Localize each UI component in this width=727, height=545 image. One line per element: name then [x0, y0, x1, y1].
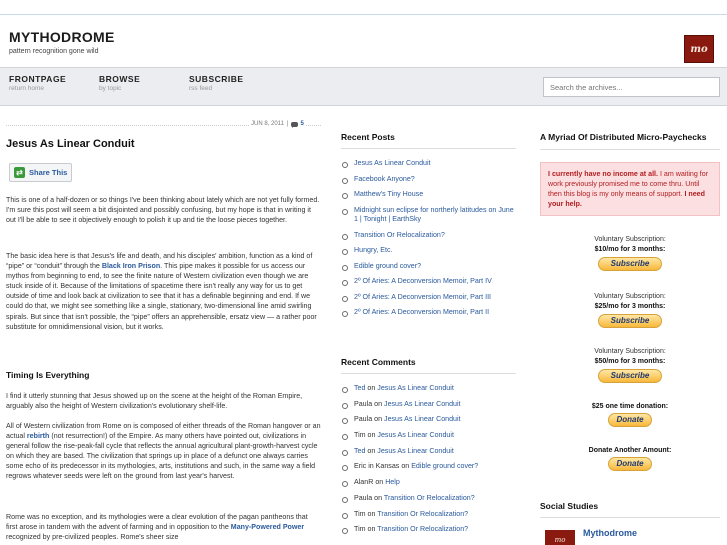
- nav-frontpage[interactable]: [9, 74, 66, 92]
- recent-post-link[interactable]: Jesus As Linear Conduit: [354, 159, 431, 167]
- recent-comment-item: [341, 447, 516, 457]
- para4-text-b: (not resurrection!) of the Empire. As many others have pointed out, civilizations in general follow the rise-peak-fall cycle that reflects the annual agricultural plant-growth-harvest cycle on which they are based. The civilization that springs up in place of a defunct one always carries some echo of its predecessor in its mythologies, arts, institutions and such, in the same way a field regrows whatever seeds were left on the ground from last year's harvest.: [6, 432, 318, 481]
- comment-author: AlanR: [354, 478, 374, 487]
- notice-bold-2: I need your help.: [548, 190, 705, 208]
- comment-post-link[interactable]: Jesus As Linear Conduit: [384, 399, 461, 408]
- recent-post-link[interactable]: 2º Of Aries: A Deconversion Memoir, Part III: [354, 292, 492, 301]
- recent-post-link[interactable]: Midnight sun eclipse for northerly latitudes on June 1 | Tonight | EarthSky: [354, 205, 514, 223]
- site-logo[interactable]: [684, 35, 714, 63]
- recent-post-item: [341, 293, 516, 303]
- paychecks-heading: A Myriad Of Distributed Micro-Paychecks: [540, 132, 720, 150]
- nav-browse-title: BROWSE: [99, 74, 141, 84]
- para5-text-a: Rome was no exception, and its mythologies were a clear evolution of the pagan pantheons that first arose in tandem with the advent of farming and in opposition to the: [6, 513, 308, 532]
- comment-on-word: on: [401, 462, 410, 471]
- logo-text: mo: [690, 43, 708, 55]
- meta-separator: |: [286, 121, 289, 127]
- comment-count: 5: [300, 121, 304, 127]
- nav-frontpage-title: FRONTPAGE: [9, 74, 67, 84]
- another-donation-label: Donate Another Amount:: [588, 447, 672, 454]
- social-profile-name[interactable]: Mythodrome: [583, 528, 637, 538]
- recent-post-item: [341, 190, 516, 200]
- post-paragraph-5: [6, 512, 321, 542]
- post-paragraph-1: This is one of a half-dozen or so things I've been thinking about lately which are not yet fully formed. I'm sure this post will seem a bit disjointed and possibly confusing, but my hope is that in writing it out I'll be able to see it objectively enough to polish it up and tie the loose pieces together.: [6, 196, 320, 225]
- comment-on-word: on: [374, 493, 383, 502]
- comment-author: Paula: [354, 399, 373, 408]
- subscription-25-label: Voluntary Subscription:: [594, 293, 666, 300]
- site-title[interactable]: MYTHODROME: [9, 29, 115, 45]
- subscribe-50-button[interactable]: Subscribe: [598, 369, 662, 383]
- nav-browse-sub: by topic: [99, 85, 122, 92]
- comment-count-link[interactable]: [291, 121, 303, 127]
- social-thumbnail: [545, 530, 575, 545]
- recent-post-link[interactable]: Facebook Anyone?: [354, 174, 415, 183]
- donate-25-button[interactable]: Donate: [608, 413, 652, 427]
- notice-text: I am waiting for work previously promised me to come thru. Until then this blog is my only means of support.: [548, 170, 709, 198]
- recent-post-item: [341, 206, 516, 225]
- comment-on-word: on: [367, 525, 376, 534]
- subscribe-10-button[interactable]: Subscribe: [598, 257, 662, 271]
- comment-bubble-icon: [291, 122, 298, 127]
- comment-post-link[interactable]: Jesus As Linear Conduit: [384, 415, 461, 424]
- notice-bold-1: I currently have no income at all.: [548, 170, 658, 178]
- many-powered-power-link[interactable]: Many-Powered Power: [230, 523, 305, 532]
- comment-post-link[interactable]: Jesus As Linear Conduit: [377, 431, 454, 440]
- post-date: JUN 8, 2011: [251, 121, 284, 127]
- donate-another-button[interactable]: Donate: [608, 457, 652, 471]
- another-donation: [540, 447, 720, 471]
- recent-comments-list: [341, 384, 516, 535]
- subscription-10: [540, 235, 720, 271]
- comment-on-word: on: [367, 384, 376, 392]
- comment-on-word: on: [374, 415, 383, 424]
- para5-text-b: recognized by pre-civilized peoples. Rome's sheer size: [6, 533, 179, 542]
- para4-text-a: All of Western civilization from Rome on is composed of either threads of the Roman hangover or an actual: [6, 422, 321, 441]
- recent-post-item: [341, 308, 516, 318]
- subscription-10-label: Voluntary Subscription:: [594, 236, 666, 243]
- para2-text-a: The basic idea here is that Jesus's life and death, and his disciples' ambition, function as a kind of “pipe” or “conduit” through the: [6, 252, 313, 271]
- recent-post-item: [341, 277, 516, 287]
- comment-author: Paula: [354, 415, 373, 424]
- recent-comment-item: [341, 478, 516, 488]
- comment-author[interactable]: Ted: [354, 384, 366, 392]
- share-icon: ⇄: [14, 167, 25, 178]
- recent-comments-heading: Recent Comments: [341, 357, 516, 374]
- social-studies-heading: Social Studies: [540, 501, 720, 518]
- recent-comment-item: [341, 415, 516, 425]
- comment-on-word: on: [367, 431, 376, 440]
- nav-subscribe-title: SUBSCRIBE: [189, 74, 244, 84]
- section-heading-timing: Timing Is Everything: [6, 370, 90, 380]
- comment-post-link[interactable]: Transition Or Relocalization?: [377, 525, 469, 534]
- comment-author: Tim: [354, 431, 366, 440]
- recent-comment-item: [341, 510, 516, 520]
- recent-comment-item: [341, 494, 516, 504]
- comment-post-link[interactable]: Transition Or Relocalization?: [383, 493, 475, 502]
- comment-author: Paula: [354, 493, 373, 502]
- share-button[interactable]: [9, 163, 72, 182]
- recent-post-link[interactable]: 2º Of Aries: A Deconversion Memoir, Part IV: [354, 277, 492, 285]
- post-paragraph-3: I find it utterly stunning that Jesus showed up on the scene at the height of the Roman Empire, arguably also the height of Western civilization's evolutionary shelf-life.: [6, 392, 303, 411]
- recent-post-item: [341, 262, 516, 272]
- comment-on-word: on: [367, 509, 376, 518]
- recent-comment-item: [341, 462, 516, 472]
- recent-comments-widget: [341, 357, 516, 541]
- recent-post-link[interactable]: Transition Or Relocalization?: [354, 230, 445, 239]
- recent-post-link[interactable]: Edible ground cover?: [354, 261, 422, 270]
- post-paragraph-2: [6, 251, 321, 332]
- recent-post-item: [341, 159, 516, 169]
- post-title[interactable]: Jesus As Linear Conduit: [6, 138, 135, 150]
- comment-post-link[interactable]: Jesus As Linear Conduit: [377, 446, 454, 455]
- recent-posts-heading: Recent Posts: [341, 132, 516, 149]
- subscription-50: [540, 347, 720, 383]
- comment-author: Tim: [354, 525, 366, 534]
- income-notice: [540, 162, 720, 216]
- nav-subscribe[interactable]: [189, 74, 244, 92]
- one-time-donation: [540, 403, 720, 427]
- black-iron-prison-link[interactable]: Black Iron Prison: [101, 262, 161, 271]
- subscribe-25-button[interactable]: Subscribe: [598, 314, 662, 328]
- comment-on-word: on: [375, 478, 384, 487]
- comment-post-link[interactable]: Jesus As Linear Conduit: [377, 384, 454, 392]
- comment-author[interactable]: Ted: [354, 446, 366, 455]
- rebirth-link[interactable]: rebirth: [26, 432, 50, 441]
- recent-post-link[interactable]: Matthew's Tiny House: [354, 190, 424, 198]
- para2-text-b: . This pipe makes it possible for us access our mythos from beginning to end, to see the finite nature of Western civilization even though we are stuck inside of it. Because of the limitations of spacetime there isn't really any way for us to get outside of time and look back at civilization to see that it has a definable beginning and end. If we could do that, we might see something like a single, stationary, two-dimensional line amid swirling spirals. But since that isn't possible, the “pipe” offers an apprehensible, ersatz view — a rather poor substitute for omnidimensional vision, but it works.: [6, 262, 317, 331]
- share-label: Share This: [29, 168, 68, 177]
- recent-post-item: [341, 231, 516, 241]
- comment-on-word: on: [367, 446, 376, 455]
- recent-comment-item: [341, 400, 516, 410]
- search-input[interactable]: [543, 77, 720, 97]
- subscription-10-amount: $10/mo for 3 months:: [594, 245, 666, 253]
- comment-author: Eric in Kansas: [354, 462, 400, 471]
- nav-frontpage-sub: return home: [9, 85, 45, 92]
- subscription-50-label: Voluntary Subscription:: [594, 348, 666, 355]
- comment-post-link[interactable]: Edible ground cover?: [411, 462, 479, 471]
- comment-author: Tim: [354, 509, 366, 518]
- comment-on-word: on: [374, 399, 383, 408]
- subscription-25-amount: $25/mo for 3 months:: [594, 302, 666, 310]
- social-thumb-text: mo: [554, 536, 566, 544]
- recent-posts-list: [341, 159, 516, 318]
- main-nav: [0, 67, 727, 106]
- recent-post-item: [341, 175, 516, 185]
- comment-post-link[interactable]: Transition Or Relocalization?: [377, 509, 469, 518]
- one-time-donation-label: $25 one time donation:: [591, 403, 669, 410]
- subscription-25: [540, 292, 720, 328]
- site-tagline: pattern recognition gone wild: [9, 48, 99, 55]
- recent-posts-widget: [341, 132, 516, 324]
- subscription-50-amount: $50/mo for 3 months:: [594, 357, 666, 365]
- recent-post-link[interactable]: Hungry, Etc.: [354, 246, 393, 254]
- paychecks-widget: [540, 132, 720, 492]
- social-profile[interactable]: [545, 528, 637, 545]
- site-header: [0, 15, 727, 67]
- recent-comment-item: [341, 525, 516, 535]
- recent-comment-item: [341, 384, 516, 394]
- recent-post-item: [341, 246, 516, 256]
- comment-post-link[interactable]: Help: [385, 478, 400, 487]
- post-paragraph-4: [6, 421, 321, 482]
- nav-browse[interactable]: [99, 74, 140, 92]
- recent-post-link[interactable]: 2º Of Aries: A Deconversion Memoir, Part II: [354, 308, 490, 316]
- recent-comment-item: [341, 431, 516, 441]
- nav-subscribe-sub: rss feed: [189, 85, 213, 92]
- post-meta: [249, 121, 306, 127]
